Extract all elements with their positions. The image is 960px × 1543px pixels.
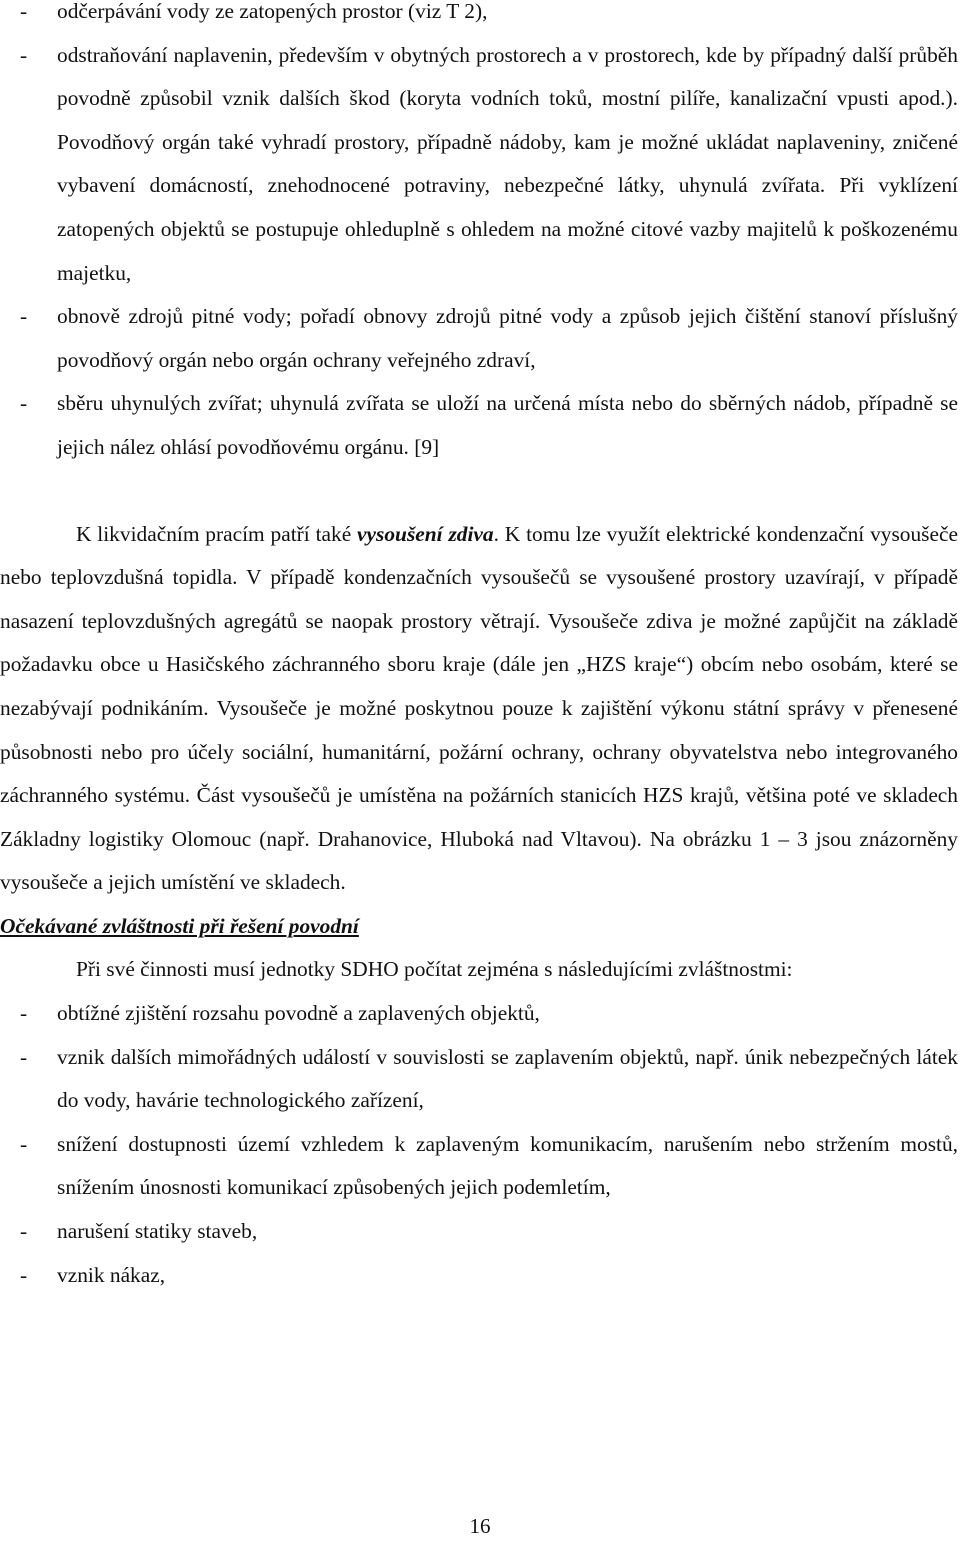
- list-item-text: obnově zdrojů pitné vody; pořadí obnovy zdrojů pitné vody a způsob jejich čištění stanoví příslušný povodňový orgán nebo orgán ochrany veřejného zdraví,: [57, 304, 958, 372]
- list-item-text: snížení dostupnosti území vzhledem k zaplaveným komunikacím, narušením nebo stržením mostů, snížením únosnosti komunikací způsobených jejich podemletím,: [57, 1131, 958, 1200]
- list-top: [0, 0, 958, 470]
- list-item: [0, 1254, 958, 1298]
- list-item: [0, 1210, 958, 1254]
- page-number: 16: [469, 1514, 491, 1538]
- list-item-text: narušení statiky staveb,: [57, 1219, 258, 1244]
- list-item: [0, 992, 958, 1036]
- list-dash: -: [20, 1044, 28, 1069]
- list-dash: -: [20, 304, 28, 329]
- list-dash: -: [20, 42, 28, 67]
- paragraph-intro: Při své činnosti musí jednotky SDHO počítat zejména s následujícími zvláštnostmi:: [76, 957, 793, 982]
- list-item: [0, 1036, 958, 1123]
- list-item-text: vznik dalších mimořádných událostí v souvislosti se zaplavením objektů, např. únik nebezpečných látek do vody, havárie technologického zařízení,: [57, 1044, 958, 1113]
- list-item-text: odčerpávání vody ze zatopených prostor (viz T 2),: [57, 0, 488, 23]
- list-dash: -: [20, 1262, 28, 1287]
- list-item-text: odstraňování naplavenin, především v obytných prostorech a v prostorech, kde by případný další průběh povodně způsobil vznik dalších škod (koryta vodních toků, mostní pilíře, kanalizační vpusti apod.). Povodňový orgán také vyhradí prostory, případně nádoby, kam je možné ukládat naplaveniny, zničené vybavení domácností, znehodnocené potraviny, nebezpečné látky, uhynulá zvířata. Při vyklízení zatopených objektů se postupuje ohleduplně s ohledem na možné citové vazby majitelů k poškozenému majetku,: [57, 42, 958, 285]
- list-item: [0, 382, 958, 469]
- list-dash: -: [20, 1219, 28, 1244]
- section-heading: Očekávané zvláštnosti při řešení povodní: [0, 913, 359, 938]
- spacer: [0, 470, 958, 513]
- list-item: [0, 1123, 958, 1210]
- list-item-text: obtížné zjištění rozsahu povodně a zaplavených objektů,: [57, 1001, 540, 1026]
- list-item: [0, 295, 958, 382]
- list-item-text: vznik nákaz,: [57, 1262, 166, 1287]
- list-item: [0, 34, 958, 296]
- list-dash: -: [20, 0, 28, 23]
- paragraph-drying: [0, 513, 958, 905]
- list-item: [0, 0, 958, 34]
- emphasis-term: vysoušení zdiva: [357, 521, 494, 546]
- paragraph-text: . K tomu lze využít elektrické kondenzační vysoušeče nebo teplovzdušná topidla. V případě kondenzačních vysoušečů se vysoušené prostory uzavírají, v případě nasazení teplovzdušných agregátů se naopak prostory větrají. Vysoušeče zdiva je možné zapůjčit na základě požadavku obce u Hasičského záchranného sboru kraje (dále jen „HZS kraje“) obcím nebo osobám, které se nezabývají podnikáním. Vysoušeče je možné poskytnou pouze k zajištění výkonu státní správy v přenesené působnosti nebo pro účely sociální, humanitární, požární ochrany, ochrany obyvatelstva nebo integrovaného záchranného systému. Část vysoušečů je umístěna na požárních stanicích HZS krajů, většina poté ve skladech Základny logistiky Olomouc (např. Drahanovice, Hluboká nad Vltavou). Na obrázku 1 – 3 jsou znázorněny vysoušeče a jejich umístění ve skladech.: [0, 521, 958, 895]
- list-dash: -: [20, 391, 28, 416]
- list-dash: -: [20, 1001, 28, 1026]
- list-item-text: sběru uhynulých zvířat; uhynulá zvířata se uloží na určená místa nebo do sběrných nádob, případně se jejich nález ohlásí povodňovému orgánu. [9]: [57, 391, 958, 459]
- list-dash: -: [20, 1131, 28, 1156]
- list-bottom: [0, 992, 958, 1297]
- paragraph-text: K likvidačním pracím patří také: [76, 521, 358, 546]
